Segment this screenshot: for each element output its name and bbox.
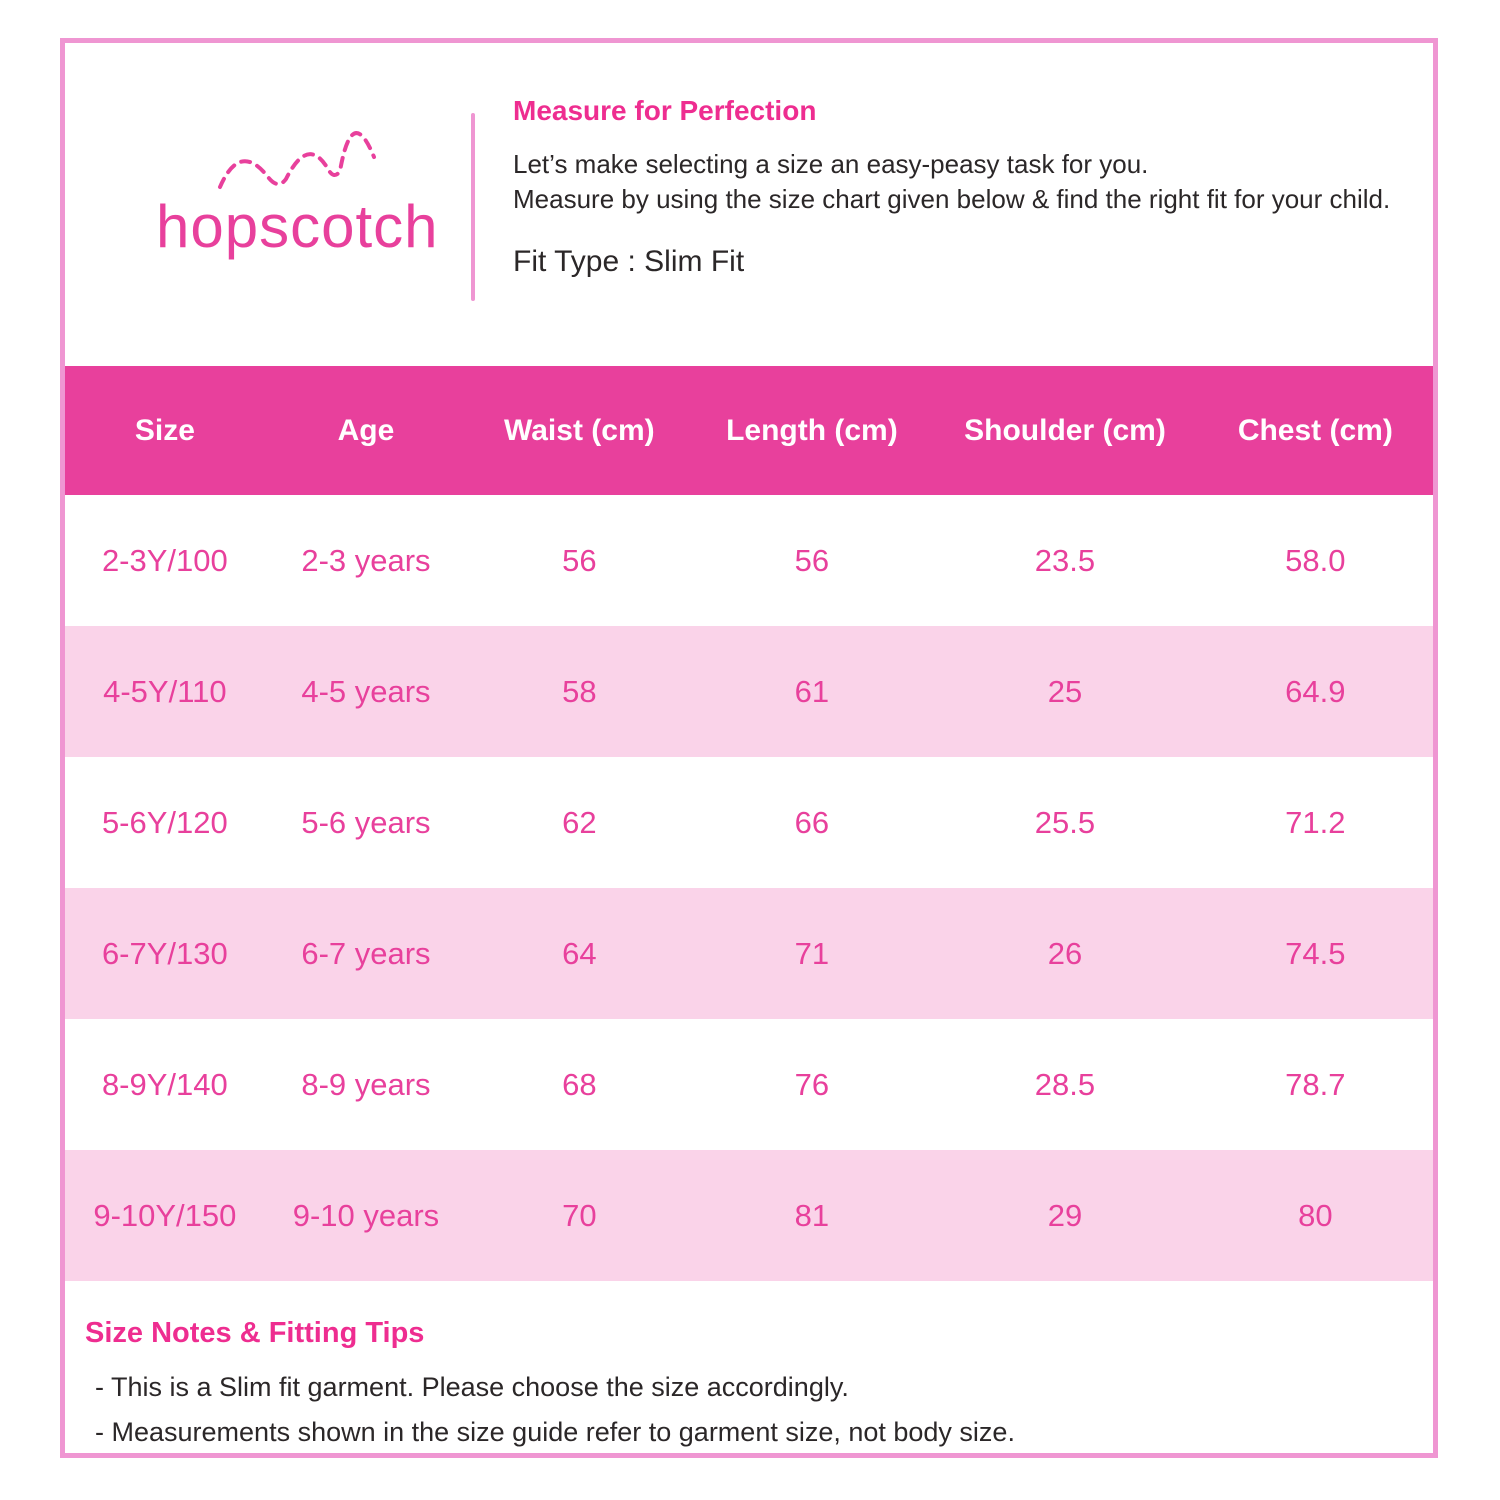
table-row <box>65 495 1433 626</box>
size-cell: 71.2 <box>1285 804 1346 840</box>
logo-wordmark: hopscotch <box>156 193 439 260</box>
size-cell: 5-6Y/120 <box>101 804 228 840</box>
table-row <box>65 888 1433 1019</box>
size-cell: 23.5 <box>1034 542 1096 578</box>
size-cell: 56 <box>562 542 597 578</box>
size-cell: 2-3 years <box>301 542 431 578</box>
size-cell: 61 <box>794 673 830 709</box>
size-cell: 56 <box>794 542 830 578</box>
size-cell: 78.7 <box>1285 1066 1346 1102</box>
size-chart-table <box>65 366 1433 1281</box>
notes-heading: Size Notes & Fitting Tips <box>85 1317 425 1349</box>
column-header: Age <box>265 366 467 495</box>
size-cell: 80 <box>1298 1197 1333 1233</box>
intro-body <box>513 147 1393 217</box>
table-row <box>65 626 1433 757</box>
size-cell: 76 <box>794 1066 830 1102</box>
size-cell: 2-3Y/100 <box>101 542 228 578</box>
size-cell: 6-7Y/130 <box>101 935 228 971</box>
size-cell: 66 <box>794 804 830 840</box>
size-cell: 71 <box>794 935 830 971</box>
outer-frame <box>60 38 1438 1458</box>
size-cell: 8-9 years <box>301 1066 431 1102</box>
size-cell: 8-9Y/140 <box>101 1066 228 1102</box>
size-cell: 5-6 years <box>301 804 431 840</box>
size-cell: 64.9 <box>1285 673 1346 709</box>
table-row <box>65 1150 1433 1281</box>
brand-intro-section <box>65 43 1433 366</box>
column-header: Chest (cm) <box>1198 366 1433 495</box>
size-cell: 29 <box>1047 1197 1083 1233</box>
size-cell: 6-7 years <box>301 935 431 971</box>
intro-line-2: Measure by using the size chart given below & find the right fit for your child. <box>513 184 1391 214</box>
intro-heading: Measure for Perfection <box>513 95 817 126</box>
hopscotch-logo-graphic <box>150 95 480 305</box>
size-cell: 26 <box>1047 935 1083 971</box>
size-cell: 4-5 years <box>301 673 431 709</box>
size-cell: 25.5 <box>1034 804 1096 840</box>
size-cell: 64 <box>562 935 597 971</box>
column-header: Shoulder (cm) <box>932 366 1197 495</box>
intro-line-1: Let’s make selecting a size an easy-peasy task for you. <box>513 149 1149 179</box>
size-chart-body <box>65 495 1433 1281</box>
note-item: - This is a Slim fit garment. Please choose the size accordingly. <box>95 1372 849 1402</box>
note-item: - Measurements shown in the size guide refer to garment size, not body size. <box>95 1417 1015 1447</box>
size-cell: 58.0 <box>1285 542 1346 578</box>
size-cell: 9-10Y/150 <box>93 1197 237 1233</box>
intro-text-block <box>513 95 1393 279</box>
size-notes-section <box>65 1281 1433 1446</box>
size-chart-header-row <box>65 366 1433 495</box>
bouncing-stitch-icon <box>220 133 374 187</box>
size-cell: 68 <box>562 1066 597 1102</box>
size-cell: 25 <box>1047 673 1083 709</box>
size-cell: 70 <box>562 1197 597 1233</box>
hopscotch-logo <box>150 95 480 305</box>
size-cell: 28.5 <box>1034 1066 1096 1102</box>
table-row <box>65 1019 1433 1150</box>
size-cell: 4-5Y/110 <box>103 673 227 709</box>
column-header: Size <box>65 366 265 495</box>
table-row <box>65 757 1433 888</box>
column-header: Length (cm) <box>692 366 933 495</box>
size-cell: 74.5 <box>1285 935 1346 971</box>
vertical-divider <box>471 113 475 301</box>
column-header: Waist (cm) <box>467 366 691 495</box>
size-cell: 9-10 years <box>292 1197 440 1233</box>
size-cell: 58 <box>562 673 597 709</box>
size-cell: 81 <box>794 1197 830 1233</box>
size-cell: 62 <box>562 804 597 840</box>
fit-type-label: Fit Type : Slim Fit <box>513 245 745 278</box>
